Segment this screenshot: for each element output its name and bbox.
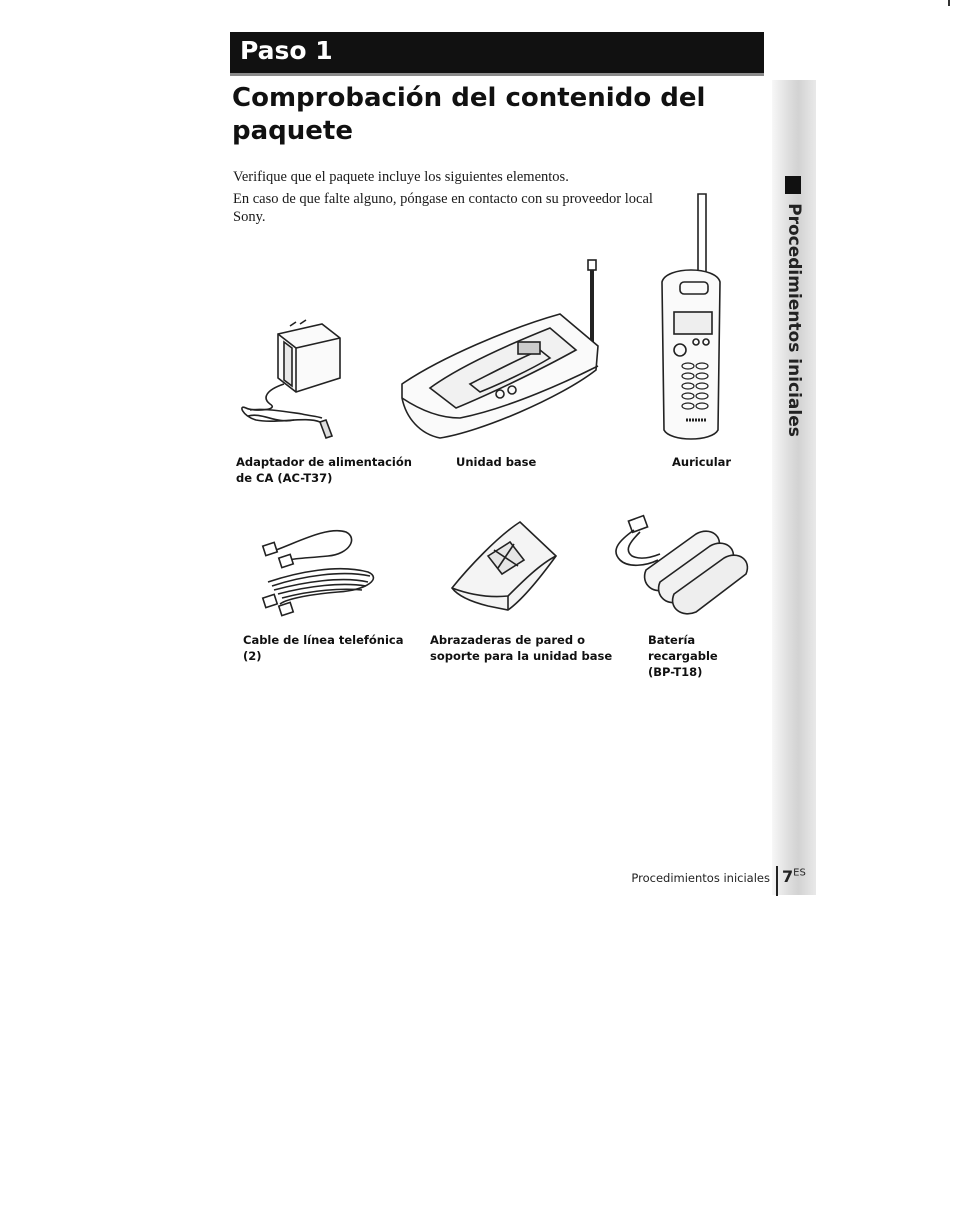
caption-wall-bracket: Abrazaderas de pared o soporte para la unidad base: [430, 633, 613, 663]
intro-paragraph-1: Verifique que el paquete incluye los siguientes elementos.: [233, 169, 569, 185]
phone-cords-illustration: [258, 524, 382, 622]
step-header-bar: [230, 32, 764, 76]
edge-mark: [948, 0, 950, 6]
intro-paragraph-2: En caso de que falte alguno, póngase en contacto con su proveedor local Sony.: [233, 191, 653, 225]
base-unit-illustration: [400, 258, 618, 444]
caption-battery: Batería recargable (BP-T18): [648, 633, 718, 679]
page-title: Comprobación del contenido del paquete: [232, 83, 706, 146]
ac-adapter-illustration: [236, 312, 346, 447]
step-label: Paso 1: [240, 36, 333, 65]
page-number: [782, 867, 806, 886]
side-tab-text: [772, 200, 816, 440]
handset-illustration: [652, 190, 726, 444]
page-number-value: 7: [782, 867, 794, 886]
side-tab-marker: [785, 176, 801, 194]
caption-ac-adapter: Adaptador de alimentación de CA (AC-T37): [236, 455, 412, 485]
footer-divider: [776, 866, 778, 896]
side-tab-label: Procedimientos iniciales: [784, 203, 804, 437]
page-number-suffix: ES: [793, 867, 806, 879]
wall-bracket-illustration: [448, 516, 562, 616]
caption-base-unit: Unidad base: [456, 455, 537, 469]
caption-phone-cords: Cable de línea telefónica (2): [243, 633, 404, 663]
caption-handset: Auricular: [672, 455, 732, 469]
footer-section-name: Procedimientos iniciales: [631, 871, 770, 885]
battery-illustration: [606, 510, 752, 618]
